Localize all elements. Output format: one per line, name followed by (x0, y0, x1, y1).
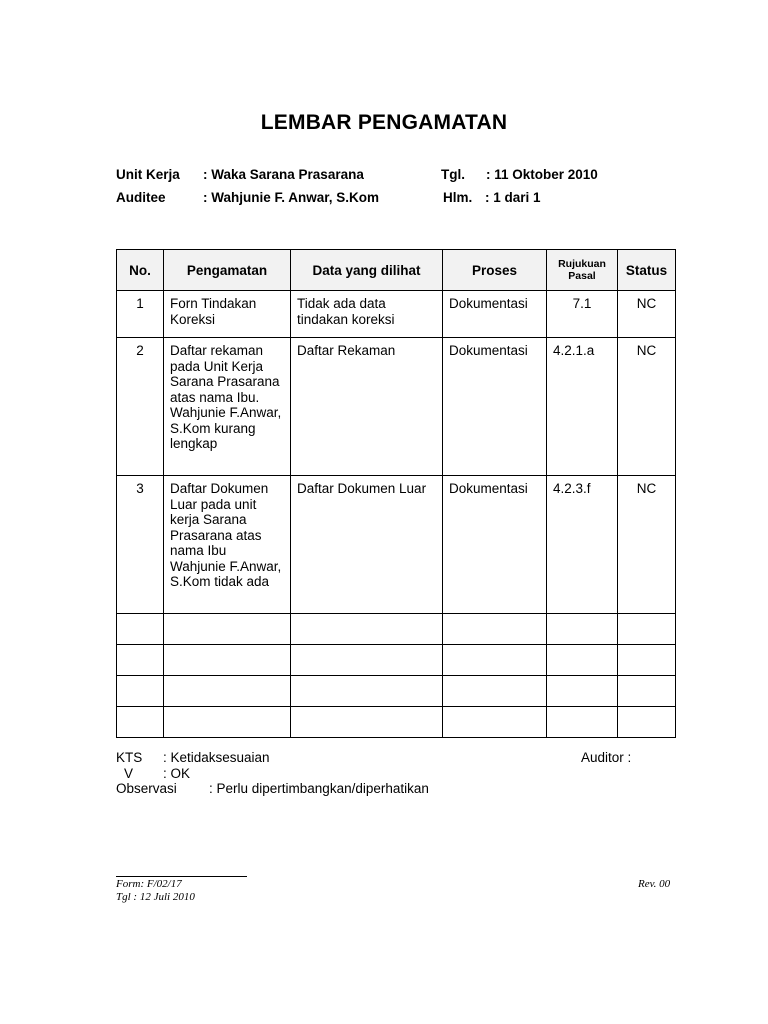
empty-table-row (117, 707, 676, 738)
table-row (117, 476, 676, 614)
cell-pengamatan: Daftar rekaman pada Unit Kerja Sarana Prasarana atas nama Ibu. Wahjunie F.Anwar, S.Kom kurang lengkap (164, 338, 291, 476)
legend-observasi-value: : Perlu dipertimbangkan/diperhatikan (209, 781, 429, 796)
legend-observasi-label: Observasi (116, 781, 177, 796)
cell-data: Daftar Rekaman (291, 338, 443, 476)
column-header-proses: Proses (443, 250, 547, 291)
column-header-data: Data yang dilihat (291, 250, 443, 291)
cell-data: Daftar Dokumen Luar (291, 476, 443, 614)
cell-rujukan: 4.2.3.f (547, 476, 618, 614)
auditee-label: Auditee (116, 190, 166, 205)
cell-data: Tidak ada data tindakan koreksi (291, 291, 443, 338)
cell-no: 1 (117, 291, 164, 338)
cell-no: 3 (117, 476, 164, 614)
table-row (117, 338, 676, 476)
cell-rujukan: 7.1 (547, 291, 618, 338)
hlm-value: : 1 dari 1 (485, 190, 541, 205)
cell-proses: Dokumentasi (443, 476, 547, 614)
column-header-status: Status (618, 250, 676, 291)
cell-status: NC (618, 338, 676, 476)
auditor-label: Auditor : (581, 750, 632, 765)
unit-kerja-value: : Waka Sarana Prasarana (203, 167, 364, 182)
unit-kerja-label: Unit Kerja (116, 167, 180, 182)
cell-pengamatan: Daftar Dokumen Luar pada unit kerja Sarana Prasarana atas nama Ibu Wahjunie F.Anwar, S.Kom tidak ada (164, 476, 291, 614)
footer-divider (116, 876, 247, 877)
table-header-row (117, 250, 676, 291)
document-title: LEMBAR PENGAMATAN (260, 111, 508, 134)
tgl-value: : 11 Oktober 2010 (486, 167, 598, 182)
legend-kts-value: : Ketidaksesuaian (163, 750, 270, 765)
legend-kts-label: KTS (116, 750, 143, 765)
cell-rujukan: 4.2.1.a (547, 338, 618, 476)
cell-no: 2 (117, 338, 164, 476)
cell-status: NC (618, 476, 676, 614)
cell-status: NC (618, 291, 676, 338)
empty-table-row (117, 614, 676, 645)
column-header-no: No. (117, 250, 164, 291)
footer-revision: Rev. 00 (638, 878, 671, 890)
empty-table-row (117, 676, 676, 707)
hlm-label: Hlm. (443, 190, 473, 205)
footer-date: Tgl : 12 Juli 2010 (116, 891, 195, 903)
column-header-pengamatan: Pengamatan (164, 250, 291, 291)
column-header-rujukan: Rujukuan Pasal (547, 250, 618, 291)
cell-proses: Dokumentasi (443, 338, 547, 476)
legend-v-value: : OK (163, 766, 191, 781)
observation-table (116, 249, 676, 738)
legend-v-label: V (124, 766, 134, 781)
cell-proses: Dokumentasi (443, 291, 547, 338)
auditee-value: : Wahjunie F. Anwar, S.Kom (203, 190, 380, 205)
cell-pengamatan: Forn Tindakan Koreksi (164, 291, 291, 338)
tgl-label: Tgl. (441, 167, 465, 182)
table-row (117, 291, 676, 338)
empty-table-row (117, 645, 676, 676)
footer-form-number: Form: F/02/17 (116, 878, 182, 890)
